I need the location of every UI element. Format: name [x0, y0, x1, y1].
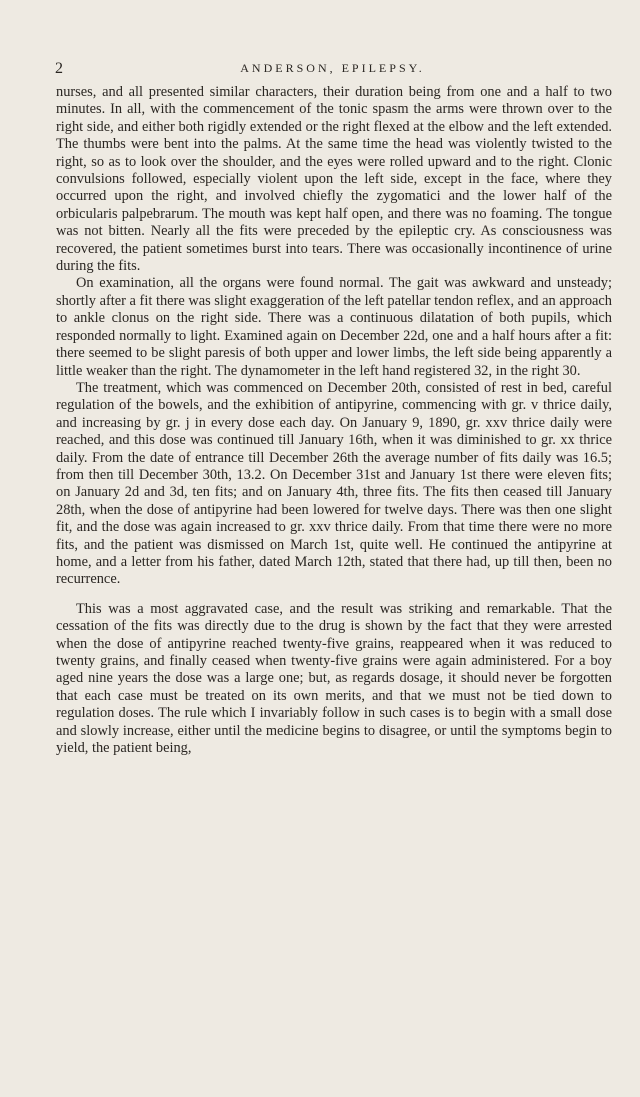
- page-header: [55, 60, 610, 80]
- paragraph-continuation: nurses, and all presented similar characters, their duration being from one and a half to two minutes. In all, with the commencement of the tonic spasm the arms were thrown over to the right side, and either both rigidly extended or the right flexed at the elbow and the left extended. The thumbs were bent into the palms. At the same time the head was violently twisted to the right, so as to look over the shoulder, and the eyes were rolled upward and to the right. Clonic convulsions followed, especially violent upon the left side, except in the face, where they occurred upon the right, and involved chiefly the zygomatici and the lower half of the orbicularis palpebrarum. The mouth was kept half open, and there was no foaming. The tongue was not bitten. Nearly all the fits were preceded by the epileptic cry. As consciousness was recovered, the patient sometimes burst into tears. There was occasionally incontinence of urine during the fits.: [56, 84, 612, 275]
- running-head: ANDERSON, EPILEPSY.: [240, 61, 425, 75]
- paragraph-examination: On examination, all the organs were found normal. The gait was awkward and unsteady; shortly after a fit there was slight exaggeration of the left patellar tendon reflex, and an approach to ankle clonus on the right side. There was a continuous dilatation of both pupils, which responded normally to light. Examined again on December 22d, one and a half hours after a fit: there seemed to be slight paresis of both upper and lower limbs, the left side being apparently a little weaker than the right. The dynamometer in the left hand registered 32, in the right 30.: [56, 275, 612, 379]
- page-number: 2: [55, 60, 63, 77]
- body-text: [56, 84, 612, 757]
- paragraph-discussion: This was a most aggravated case, and the result was striking and remarkable. That the cessation of the fits was directly due to the drug is shown by the fact that they were arrested when the dose of antipyrine reached twenty-five grains, reappeared when it was reduced to twenty grains, and finally ceased when twenty-five grains were again administered. For a boy aged nine years the dose was a large one; but, as regards dosage, it should never be forgotten that each case must be treated on its own merits, and that we must not be tied down to regulation doses. The rule which I invariably follow in such cases is to begin with a small dose and slowly increase, either until the medicine begins to disagree, or until the symptoms begin to yield, the patient being,: [56, 600, 612, 757]
- paragraph-treatment: The treatment, which was commenced on December 20th, consisted of rest in bed, careful regulation of the bowels, and the exhibition of antipyrine, commencing with gr. v thrice daily, and increasing by gr. j in every dose each day. On January 9, 1890, gr. xxv thrice daily were reached, and this dose was continued till January 16th, when it was diminished to gr. xx thrice daily. From the date of entrance till December 26th the average number of fits daily was 16.5; from then till December 30th, 13.2. On December 31st and January 1st there were eleven fits; on January 2d and 3d, ten fits; and on January 4th, three fits. The fits then ceased till January 28th, when the dose of antipyrine had been lowered for twelve days. There was then one slight fit, and the dose was again increased to gr. xxv thrice daily. From that time there were no more fits, and the patient was dismissed on March 1st, quite well. He continued the antipyrine at home, and a letter from his father, dated March 12th, stated that there had, up till then, been no recurrence.: [56, 379, 612, 588]
